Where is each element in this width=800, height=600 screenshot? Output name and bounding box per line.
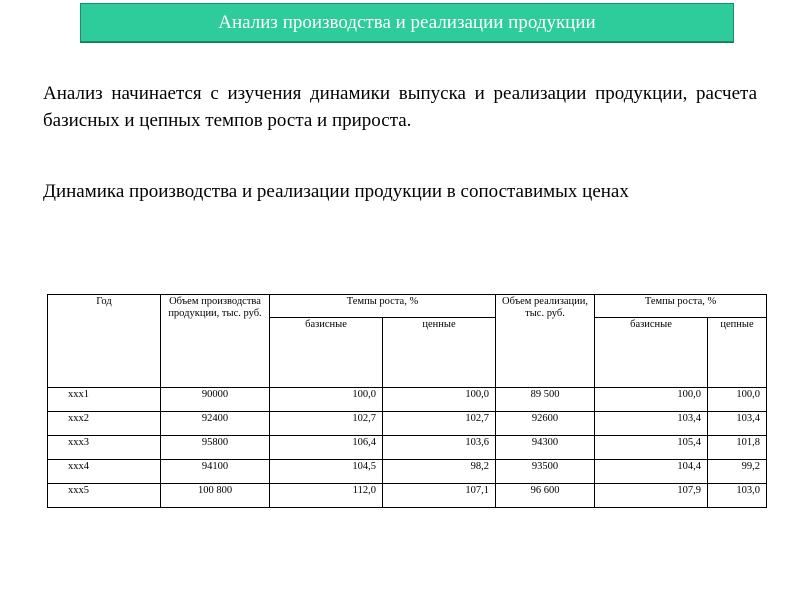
cell-basic2: 104,4 bbox=[595, 460, 708, 484]
cell-chain2: 101,8 bbox=[708, 436, 767, 460]
cell-chain2: 103,0 bbox=[708, 484, 767, 508]
title-banner bbox=[80, 3, 734, 42]
cell-basic1: 112,0 bbox=[270, 484, 383, 508]
header-year: Год bbox=[48, 295, 161, 388]
header-growth-rates-sales: Темпы роста, % bbox=[595, 295, 767, 318]
cell-basic2: 100,0 bbox=[595, 388, 708, 412]
cell-sales: 93500 bbox=[496, 460, 595, 484]
cell-sales: 96 600 bbox=[496, 484, 595, 508]
cell-production: 100 800 bbox=[161, 484, 270, 508]
header-production-volume: Объем производства продукции, тыс. руб. bbox=[161, 295, 270, 388]
cell-basic1: 104,5 bbox=[270, 460, 383, 484]
intro-paragraph: Анализ начинается с изучения динамики выпуска и реализации продукции, расчета базисных и цепных темпов роста и прироста. bbox=[43, 83, 757, 131]
cell-year: ххх1 bbox=[48, 388, 161, 412]
cell-production: 92400 bbox=[161, 412, 270, 436]
page-title: Анализ производства и реализации продукции bbox=[218, 11, 596, 33]
cell-chain1: 100,0 bbox=[383, 388, 496, 412]
header-chain-sales: цепные bbox=[708, 318, 767, 388]
cell-chain1: 107,1 bbox=[383, 484, 496, 508]
cell-basic2: 103,4 bbox=[595, 412, 708, 436]
cell-basic1: 102,7 bbox=[270, 412, 383, 436]
table-header-row bbox=[48, 295, 767, 318]
cell-sales: 92600 bbox=[496, 412, 595, 436]
cell-sales: 94300 bbox=[496, 436, 595, 460]
table-caption: Динамика производства и реализации продукции в сопоставимых ценах bbox=[43, 181, 629, 202]
cell-basic2: 105,4 bbox=[595, 436, 708, 460]
cell-basic2: 107,9 bbox=[595, 484, 708, 508]
cell-production: 95800 bbox=[161, 436, 270, 460]
production-sales-table bbox=[47, 294, 767, 508]
cell-chain1: 103,6 bbox=[383, 436, 496, 460]
header-sales-volume: Объем реализации, тыс. руб. bbox=[496, 295, 595, 388]
cell-chain2: 99,2 bbox=[708, 460, 767, 484]
header-growth-rates-production: Темпы роста, % bbox=[270, 295, 496, 318]
cell-chain1: 102,7 bbox=[383, 412, 496, 436]
table-row bbox=[48, 412, 767, 436]
cell-production: 94100 bbox=[161, 460, 270, 484]
header-basic-production: базисные bbox=[270, 318, 383, 388]
table-row bbox=[48, 460, 767, 484]
cell-year: ххх2 bbox=[48, 412, 161, 436]
cell-basic1: 100,0 bbox=[270, 388, 383, 412]
cell-year: ххх4 bbox=[48, 460, 161, 484]
cell-production: 90000 bbox=[161, 388, 270, 412]
cell-year: ххх3 bbox=[48, 436, 161, 460]
cell-chain2: 103,4 bbox=[708, 412, 767, 436]
cell-basic1: 106,4 bbox=[270, 436, 383, 460]
table-row bbox=[48, 484, 767, 508]
table-row bbox=[48, 436, 767, 460]
cell-sales: 89 500 bbox=[496, 388, 595, 412]
cell-year: ххх5 bbox=[48, 484, 161, 508]
cell-chain1: 98,2 bbox=[383, 460, 496, 484]
header-chain-production: ценные bbox=[383, 318, 496, 388]
header-basic-sales: базисные bbox=[595, 318, 708, 388]
cell-chain2: 100,0 bbox=[708, 388, 767, 412]
table-row bbox=[48, 388, 767, 412]
table-body bbox=[48, 388, 767, 508]
